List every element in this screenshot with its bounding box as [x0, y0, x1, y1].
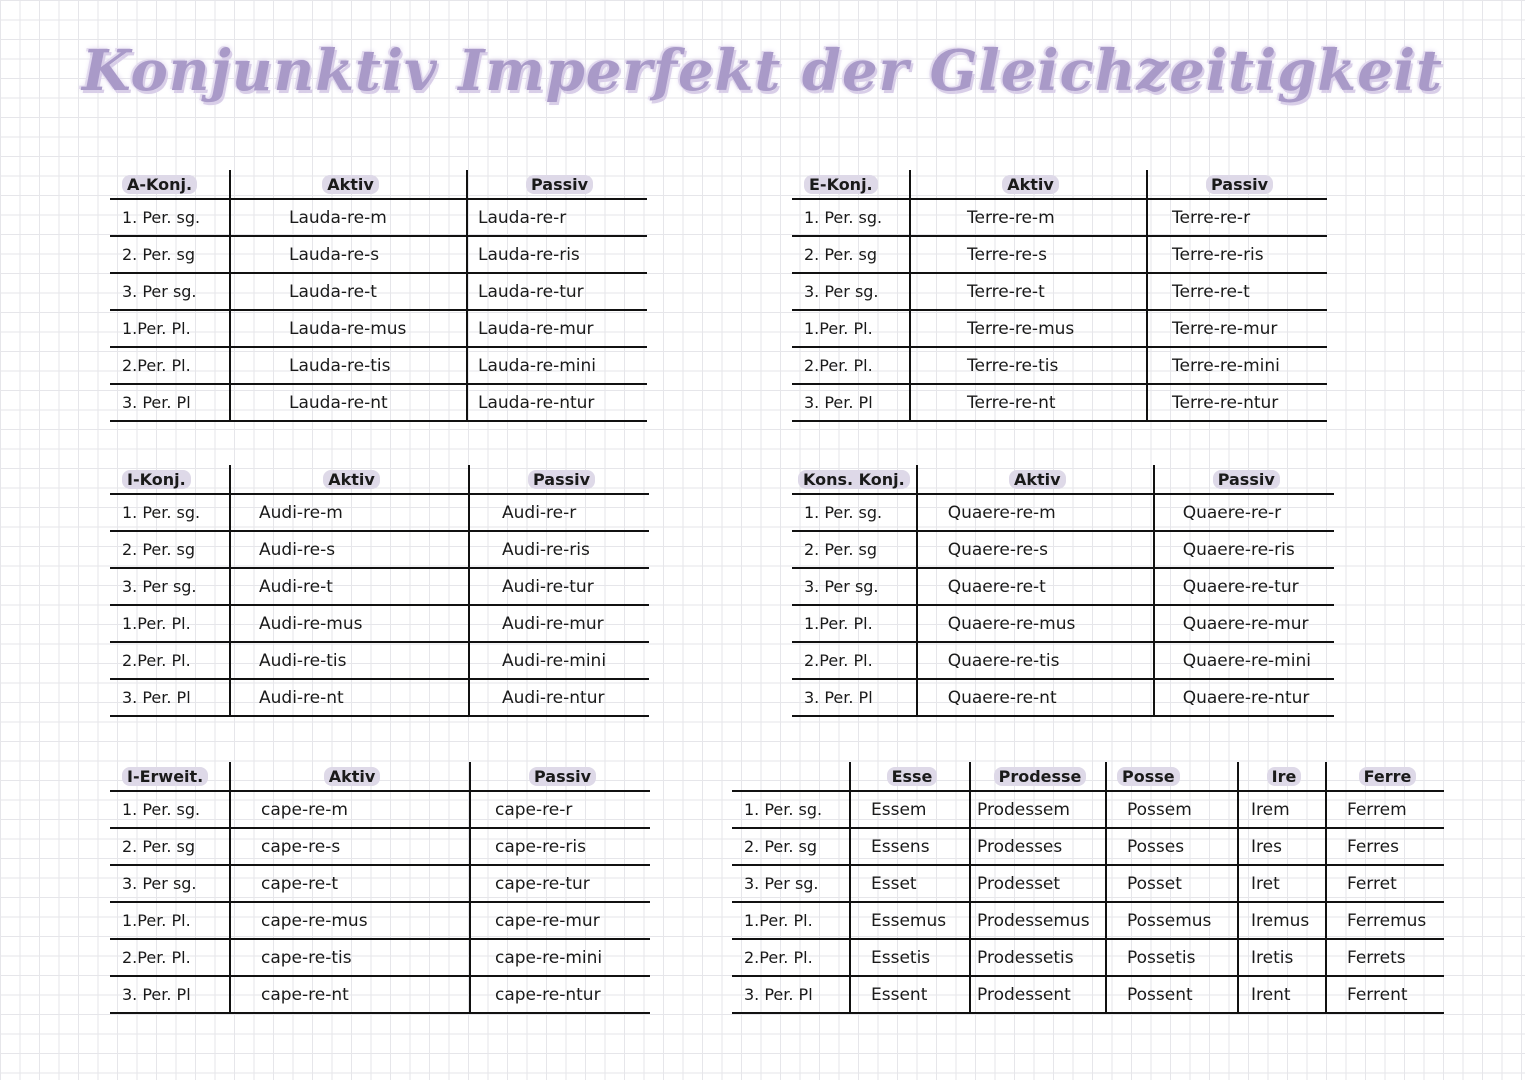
table-header-row: [110, 170, 647, 199]
row-label: 2.Per. Pl.: [792, 347, 910, 384]
passiv-form: Terre-re-r: [1147, 199, 1327, 236]
table-row: [110, 531, 649, 568]
row-label: 1. Per. sg.: [792, 199, 910, 236]
passiv-form: Lauda-re-mur: [467, 310, 647, 347]
row-label: 3. Per sg.: [110, 568, 230, 605]
table-e-konj: [792, 170, 1327, 422]
table-row: [792, 347, 1327, 384]
aktiv-form: cape-re-nt: [230, 976, 470, 1013]
table-header-row: [792, 465, 1334, 494]
passiv-header: Passiv: [469, 465, 649, 494]
table-row: [110, 679, 649, 716]
aktiv-form: Lauda-re-m: [230, 199, 467, 236]
posse-form: Possem: [1106, 791, 1238, 828]
prodesse-form: Prodessem: [970, 791, 1106, 828]
table-a-konj: [110, 170, 647, 422]
passiv-form: Quaere-re-mini: [1154, 642, 1334, 679]
aktiv-form: cape-re-s: [230, 828, 470, 865]
table-row: [732, 865, 1444, 902]
ire-form: Iremus: [1238, 902, 1326, 939]
passiv-form: cape-re-mini: [470, 939, 650, 976]
row-label: 3. Per sg.: [792, 273, 910, 310]
aktiv-form: Lauda-re-s: [230, 236, 467, 273]
passiv-header: Passiv: [1147, 170, 1327, 199]
table-row: [110, 939, 650, 976]
aktiv-form: Quaere-re-tis: [917, 642, 1154, 679]
passiv-form: Terre-re-t: [1147, 273, 1327, 310]
esse-form: Essetis: [850, 939, 970, 976]
esse-header: Esse: [850, 762, 970, 791]
table-row: [110, 568, 649, 605]
ire-form: Irent: [1238, 976, 1326, 1013]
row-label: 3. Per. Pl: [792, 679, 917, 716]
esse-form: Essemus: [850, 902, 970, 939]
row-label: 3. Per. Pl: [732, 976, 850, 1013]
prodesse-form: Prodessent: [970, 976, 1106, 1013]
posse-header: Posse: [1106, 762, 1238, 791]
row-label: 1. Per. sg.: [792, 494, 917, 531]
aktiv-form: Audi-re-mus: [230, 605, 469, 642]
passiv-form: Audi-re-r: [469, 494, 649, 531]
passiv-form: Quaere-re-tur: [1154, 568, 1334, 605]
table-row: [110, 605, 649, 642]
passiv-form: Audi-re-mur: [469, 605, 649, 642]
row-label: 1.Per. Pl.: [732, 902, 850, 939]
table-row: [792, 310, 1327, 347]
aktiv-form: Audi-re-s: [230, 531, 469, 568]
row-label: 1.Per. Pl.: [110, 605, 230, 642]
table-row: [792, 679, 1334, 716]
table-row: [792, 605, 1334, 642]
aktiv-form: Audi-re-t: [230, 568, 469, 605]
posse-form: Posses: [1106, 828, 1238, 865]
esse-form: Essem: [850, 791, 970, 828]
aktiv-header: Aktiv: [230, 762, 470, 791]
passiv-form: cape-re-ris: [470, 828, 650, 865]
aktiv-form: cape-re-tis: [230, 939, 470, 976]
passiv-form: Quaere-re-mur: [1154, 605, 1334, 642]
table-row: [110, 791, 650, 828]
table-label: Kons. Konj.: [792, 465, 917, 494]
table-row: [732, 791, 1444, 828]
prodesse-header: Prodesse: [970, 762, 1106, 791]
aktiv-header: Aktiv: [230, 170, 467, 199]
row-label: 2.Per. Pl.: [110, 347, 230, 384]
esse-form: Esset: [850, 865, 970, 902]
ire-form: Irem: [1238, 791, 1326, 828]
passiv-form: Lauda-re-r: [467, 199, 647, 236]
table-label: A-Konj.: [110, 170, 230, 199]
table-row: [110, 384, 647, 421]
table-label: [732, 762, 850, 791]
table-irregular-verbs: [732, 762, 1444, 1014]
passiv-header: Passiv: [1154, 465, 1334, 494]
prodesse-form: Prodessemus: [970, 902, 1106, 939]
aktiv-form: Lauda-re-t: [230, 273, 467, 310]
table-row: [792, 236, 1327, 273]
table-row: [732, 976, 1444, 1013]
table-row: [792, 642, 1334, 679]
page-title: Konjunktiv Imperfekt der Gleichzeitigkeit: [82, 38, 1443, 104]
passiv-form: cape-re-mur: [470, 902, 650, 939]
table-header-row: [732, 762, 1444, 791]
passiv-form: Terre-re-ntur: [1147, 384, 1327, 421]
table-row: [792, 273, 1327, 310]
passiv-form: Lauda-re-tur: [467, 273, 647, 310]
ferre-form: Ferres: [1326, 828, 1444, 865]
ferre-form: Ferrem: [1326, 791, 1444, 828]
aktiv-form: cape-re-m: [230, 791, 470, 828]
row-label: 1. Per. sg.: [110, 791, 230, 828]
aktiv-form: Quaere-re-m: [917, 494, 1154, 531]
aktiv-form: Lauda-re-nt: [230, 384, 467, 421]
table-row: [110, 347, 647, 384]
table-row: [110, 494, 649, 531]
aktiv-header: Aktiv: [917, 465, 1154, 494]
aktiv-form: Terre-re-t: [910, 273, 1147, 310]
posse-form: Possent: [1106, 976, 1238, 1013]
aktiv-form: Terre-re-tis: [910, 347, 1147, 384]
row-label: 2. Per. sg: [732, 828, 850, 865]
posse-form: Posset: [1106, 865, 1238, 902]
passiv-form: Audi-re-mini: [469, 642, 649, 679]
row-label: 2.Per. Pl.: [110, 939, 230, 976]
passiv-form: Lauda-re-ris: [467, 236, 647, 273]
table-row: [110, 273, 647, 310]
ire-form: Ires: [1238, 828, 1326, 865]
prodesse-form: Prodessetis: [970, 939, 1106, 976]
ire-form: Iret: [1238, 865, 1326, 902]
table-row: [110, 976, 650, 1013]
prodesse-form: Prodesses: [970, 828, 1106, 865]
table-row: [792, 384, 1327, 421]
passiv-form: Audi-re-ris: [469, 531, 649, 568]
table-row: [110, 865, 650, 902]
aktiv-form: Audi-re-nt: [230, 679, 469, 716]
row-label: 2. Per. sg: [792, 531, 917, 568]
table-row: [110, 199, 647, 236]
table-header-row: [792, 170, 1327, 199]
passiv-form: Terre-re-mur: [1147, 310, 1327, 347]
passiv-form: Lauda-re-mini: [467, 347, 647, 384]
table-row: [732, 939, 1444, 976]
aktiv-form: Terre-re-m: [910, 199, 1147, 236]
row-label: 3. Per. Pl: [110, 976, 230, 1013]
row-label: 1.Per. Pl.: [110, 902, 230, 939]
row-label: 3. Per sg.: [792, 568, 917, 605]
prodesse-form: Prodesset: [970, 865, 1106, 902]
row-label: 2. Per. sg: [792, 236, 910, 273]
row-label: 3. Per sg.: [110, 865, 230, 902]
passiv-header: Passiv: [467, 170, 647, 199]
passiv-form: Lauda-re-ntur: [467, 384, 647, 421]
aktiv-header: Aktiv: [230, 465, 469, 494]
row-label: 3. Per. Pl: [792, 384, 910, 421]
table-label: I-Erweit.: [110, 762, 230, 791]
table-row: [792, 199, 1327, 236]
table-label: E-Konj.: [792, 170, 910, 199]
aktiv-form: Lauda-re-mus: [230, 310, 467, 347]
ferre-header: Ferre: [1326, 762, 1444, 791]
table-row: [110, 902, 650, 939]
aktiv-form: Quaere-re-nt: [917, 679, 1154, 716]
table-label: I-Konj.: [110, 465, 230, 494]
row-label: 2.Per. Pl.: [792, 642, 917, 679]
table-header-row: [110, 762, 650, 791]
passiv-form: cape-re-r: [470, 791, 650, 828]
table-row: [110, 642, 649, 679]
ferre-form: Ferremus: [1326, 902, 1444, 939]
esse-form: Essent: [850, 976, 970, 1013]
aktiv-form: Quaere-re-mus: [917, 605, 1154, 642]
row-label: 3. Per. Pl: [110, 679, 230, 716]
esse-form: Essens: [850, 828, 970, 865]
table-row: [792, 494, 1334, 531]
table-row: [792, 568, 1334, 605]
passiv-form: Quaere-re-ris: [1154, 531, 1334, 568]
posse-form: Possemus: [1106, 902, 1238, 939]
row-label: 3. Per sg.: [732, 865, 850, 902]
aktiv-form: Terre-re-mus: [910, 310, 1147, 347]
passiv-form: Terre-re-ris: [1147, 236, 1327, 273]
posse-form: Possetis: [1106, 939, 1238, 976]
passiv-form: Audi-re-tur: [469, 568, 649, 605]
ferre-form: Ferrent: [1326, 976, 1444, 1013]
passiv-form: cape-re-tur: [470, 865, 650, 902]
row-label: 2. Per. sg: [110, 531, 230, 568]
ferre-form: Ferrets: [1326, 939, 1444, 976]
table-row: [110, 828, 650, 865]
aktiv-header: Aktiv: [910, 170, 1147, 199]
row-label: 1. Per. sg.: [732, 791, 850, 828]
table-row: [110, 310, 647, 347]
table-i-konj: [110, 465, 649, 717]
table-row: [792, 531, 1334, 568]
ire-header: Ire: [1238, 762, 1326, 791]
row-label: 2. Per. sg: [110, 828, 230, 865]
aktiv-form: Quaere-re-t: [917, 568, 1154, 605]
passiv-form: Audi-re-ntur: [469, 679, 649, 716]
aktiv-form: cape-re-t: [230, 865, 470, 902]
row-label: 2.Per. Pl.: [110, 642, 230, 679]
ire-form: Iretis: [1238, 939, 1326, 976]
row-label: 2. Per. sg: [110, 236, 230, 273]
aktiv-form: Lauda-re-tis: [230, 347, 467, 384]
row-label: 1.Per. Pl.: [792, 605, 917, 642]
table-row: [110, 236, 647, 273]
aktiv-form: Terre-re-s: [910, 236, 1147, 273]
aktiv-form: Audi-re-tis: [230, 642, 469, 679]
aktiv-form: Terre-re-nt: [910, 384, 1147, 421]
passiv-form: cape-re-ntur: [470, 976, 650, 1013]
passiv-form: Quaere-re-ntur: [1154, 679, 1334, 716]
row-label: 2.Per. Pl.: [732, 939, 850, 976]
aktiv-form: Quaere-re-s: [917, 531, 1154, 568]
row-label: 3. Per sg.: [110, 273, 230, 310]
row-label: 3. Per. Pl: [110, 384, 230, 421]
row-label: 1.Per. Pl.: [792, 310, 910, 347]
table-header-row: [110, 465, 649, 494]
passiv-form: Quaere-re-r: [1154, 494, 1334, 531]
row-label: 1. Per. sg.: [110, 494, 230, 531]
row-label: 1. Per. sg.: [110, 199, 230, 236]
passiv-form: Terre-re-mini: [1147, 347, 1327, 384]
table-kons-konj: [792, 465, 1334, 717]
ferre-form: Ferret: [1326, 865, 1444, 902]
table-row: [732, 828, 1444, 865]
aktiv-form: cape-re-mus: [230, 902, 470, 939]
table-i-erweit: [110, 762, 650, 1014]
row-label: 1.Per. Pl.: [110, 310, 230, 347]
table-row: [732, 902, 1444, 939]
passiv-header: Passiv: [470, 762, 650, 791]
aktiv-form: Audi-re-m: [230, 494, 469, 531]
